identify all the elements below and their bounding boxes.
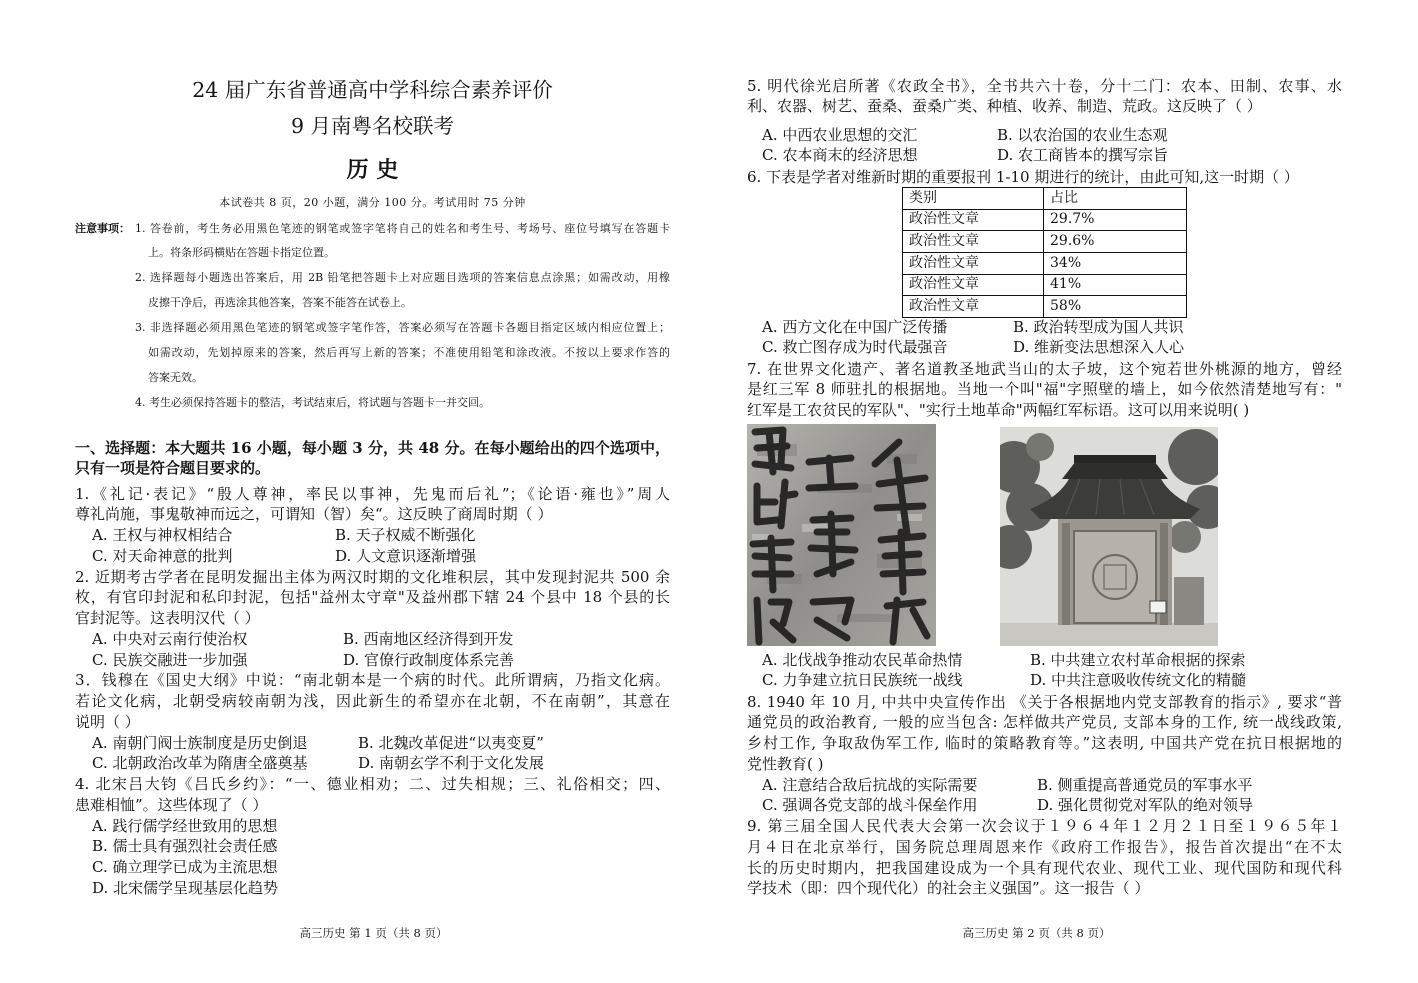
option-row: [747, 650, 1342, 671]
option-row: [747, 337, 1342, 358]
table-cell: 41%: [1044, 274, 1187, 296]
option-c: C. 民族交融进一步加强: [92, 650, 248, 669]
table-row: [903, 231, 1187, 253]
question-stem-line: 尊礼尚施，事鬼敬神而远之，可谓知（智）矣“。这反映了商周时期（ ）: [75, 505, 553, 524]
option-d: D. 人文意识逐渐增强: [335, 546, 477, 565]
option-b: B. 中共建立农村革命根据的探索: [1030, 650, 1246, 669]
question-stem-line: 3．钱穆在《国史大纲》中说：“南北朝本是一个病的时代。此所谓病，乃指文化病。: [75, 671, 670, 690]
option-b: B. 北魏改革促进“以夷变夏”: [358, 733, 544, 752]
table-cell: 政治性文章: [903, 209, 1044, 231]
question-stem-line: 1.《礼记·表记》“殷人尊神，率民以事神，先鬼而后礼”；《论语·雍也》”周人: [75, 484, 670, 503]
option-row: [75, 836, 670, 857]
question-6-options: [747, 317, 1342, 359]
question-stem-line: 利、农器、树艺、蚕桑、蚕桑广类、种植、收养、制造、荒政。这反映了（ ）: [747, 97, 1262, 116]
option-row: [75, 753, 670, 774]
question-stem-line: 月４日在北京举行，国务院总理周恩来作《政府工作报告》，报告首次提出“在不太: [747, 837, 1342, 856]
option-c: C. 对天命神意的批判: [92, 546, 233, 565]
option-row: [75, 857, 670, 878]
notes-line: 上。将条形码横贴在答题卡指定位置。: [148, 246, 335, 260]
section-heading-line: 只有一项是符合题目要求的。: [75, 459, 271, 478]
option-b: B. 以农治国的农业生态观: [997, 125, 1168, 144]
question-stem-line: 6. 下表是学者对维新时期的重要报刊 1-10 期进行的统计，由此可知,这一时期（ ）: [747, 167, 1299, 186]
question-stem-line: 9. 第三届全国人民代表大会第一次会议于１９６４年１２月２１日至１９６５年１: [747, 817, 1342, 836]
option-a: A. 践行儒学经世致用的思想: [92, 816, 278, 835]
notes-line: 皮擦干净后，再选涂其他答案，答案不能答在试卷上。: [148, 296, 412, 310]
option-d: D. 南朝玄学不利于文化发展: [358, 754, 545, 773]
question-3: [75, 670, 670, 774]
table-cell: 政治性文章: [903, 296, 1044, 318]
option-c: C. 力争建立抗日民族统一战线: [762, 671, 963, 690]
page-footer-left: 高三历史 第 1 页（共 8 页）: [299, 926, 448, 940]
question-4: [75, 774, 670, 899]
option-row: [747, 317, 1342, 338]
notes-line: 答案无效。: [148, 370, 203, 384]
option-row: [747, 145, 1342, 166]
table-cell: 29.6%: [1044, 231, 1187, 253]
option-d: D. 维新变法思想深入人心: [1013, 338, 1185, 357]
option-d: D. 中共注意吸收传统文化的精髓: [1030, 671, 1247, 690]
subject-title: 历 史: [346, 157, 399, 183]
option-b: B. 天子权威不断强化: [335, 526, 476, 545]
table-header-cell: 占比: [1044, 188, 1187, 210]
notes-label: 注意事项：: [75, 221, 130, 235]
question-stem-line: 说明（ ）: [75, 712, 140, 731]
exam-info: 本试卷共 8 页，20 小题，满分 100 分。考试用时 75 分钟: [219, 196, 526, 209]
question-5-options: [747, 125, 1342, 167]
option-row: [75, 816, 670, 837]
question-stem-line: 7. 在世界文化遗产、著名道教圣地武当山的太子坡，这个宛若世外桃源的地方，曾经: [747, 359, 1342, 378]
table-cell: 29.7%: [1044, 209, 1187, 231]
option-a: A. 中西农业思想的交汇: [762, 125, 918, 144]
table-cell: 34%: [1044, 252, 1187, 274]
statistics-table: [902, 187, 1187, 318]
option-row: [75, 546, 670, 567]
option-c: C. 强调各党支部的战斗保垒作用: [762, 796, 978, 815]
question-stem-line: 5. 明代徐光启所著《农政全书》，全书共六十卷，分十二门：农本、田制、农事、水: [747, 76, 1342, 95]
option-b: B. 西南地区经济得到开发: [343, 629, 514, 648]
exam-title-line1: 24 届广东省普通高中学科综合素养评价: [192, 78, 553, 102]
option-c: C. 确立理学已成为主流思想: [92, 858, 278, 877]
question-2: [75, 567, 670, 671]
option-row: [75, 629, 670, 650]
option-a: A. 北伐战争推动农民革命热情: [762, 650, 963, 669]
notes-line: 2. 选择题每小题选出答案后，用 2B 铅笔把答题卡上对应题目选项的答案信息点涂黑；如需改动，用橡: [135, 271, 670, 285]
option-a: A. 王权与神权相结合: [92, 526, 233, 545]
table-cell: 政治性文章: [903, 231, 1044, 253]
question-stem-line: 党性教育( ): [747, 754, 824, 773]
question-stem-line: 官封泥等。这表明汉代（ ）: [75, 609, 260, 628]
option-d: D. 官僚行政制度体系完善: [343, 650, 515, 669]
option-d: D. 北宋儒学呈现基层化趋势: [92, 878, 279, 897]
gate-building-photo: [1000, 427, 1218, 646]
question-stem-line: 若论文化病，北朝受病较南朝为浅，因此新生的希望亦在北朝，不在南朝”，其意在: [75, 692, 670, 711]
section-heading-line: 一、选择题：本大题共 16 小题，每小题 3 分，共 48 分。在每小题给出的四个选项中，: [75, 438, 670, 457]
option-a: A. 中央对云南行使治权: [92, 629, 248, 648]
option-row: [747, 670, 1342, 691]
option-b: B. 儒士具有强烈社会责任感: [92, 837, 278, 856]
question-5: [747, 76, 1342, 118]
notes-line: 3. 非选择题必须用黑色笔迹的钢笔或签字笔作答，答案必须写在答题卡各题目指定区域内相应位置上；: [135, 321, 670, 335]
question-6: [747, 167, 1342, 188]
option-d: D. 强化贯彻党对军队的绝对领导: [1037, 796, 1254, 815]
table-cell: 政治性文章: [903, 274, 1044, 296]
table-row: [903, 209, 1187, 231]
option-row: [75, 650, 670, 671]
option-d: D. 农工商皆本的撰写宗旨: [997, 146, 1169, 165]
table-header-row: [903, 188, 1187, 210]
question-stem-line: 患难相恤”。这些体现了（ ）: [75, 795, 268, 814]
option-b: B. 侧重提高普通党员的军事水平: [1037, 775, 1253, 794]
question-8: [747, 692, 1342, 817]
table-row: [903, 274, 1187, 296]
option-c: C. 救亡图存成为时代最强音: [762, 338, 948, 357]
question-stem-line: 2. 近期考古学者在昆明发掘出主体为两汉时期的文化堆积层，其中发现封泥共 500 余: [75, 567, 670, 586]
option-a: A. 注意结合敌后抗战的实际需要: [762, 775, 978, 794]
question-7-options: [747, 650, 1342, 692]
option-row: [75, 878, 670, 899]
table-cell: 政治性文章: [903, 252, 1044, 274]
table-cell: 58%: [1044, 296, 1187, 318]
option-a: A. 南朝门阀士族制度是历史倒退: [92, 733, 308, 752]
notes-line: 4. 考生必须保持答题卡的整洁，考试结束后，将试题与答题卡一并交回。: [135, 395, 490, 409]
question-stem-line: 乡村工作, 争取敌伪军工作, 临时的策略教育等。”这表明, 中国共产党在抗日根据地的: [747, 734, 1342, 753]
option-row: [747, 795, 1342, 816]
table-header-cell: 类别: [903, 188, 1044, 210]
question-stem-line: 学技术（即：四个现代化）的社会主义强国”。这一报告（ ）: [747, 879, 1150, 898]
questions-right-lower: [747, 692, 1342, 900]
option-row: [75, 525, 670, 546]
notes-line: 1. 答卷前，考生务必用黑色笔迹的钢笔或签字笔将自己的姓名和考生号、考场号、座位号填写在答题卡: [135, 221, 670, 235]
option-row: [747, 125, 1342, 146]
section-heading: [75, 438, 670, 480]
page-footer-right: 高三历史 第 2 页（共 8 页）: [962, 926, 1111, 940]
question-7: [747, 359, 1342, 421]
option-row: [75, 733, 670, 754]
notes-line: 如需改动，先划掉原来的答案，然后再写上新的答案；不准使用铅笔和涂改液。不按以上要求作答的: [148, 345, 670, 359]
option-c: C. 北朝政治改革为隋唐全盛奠基: [92, 754, 308, 773]
question-stem-line: 8. 1940 年 10 月, 中共中央宣传作出 《关于各根据地内党支部教育的指示》, 要求“普: [747, 692, 1342, 711]
option-row: [747, 775, 1342, 796]
question-stem-line: 枚，有官印封泥和私印封泥，包括"益州太守章"及益州郡下辖 24 个县中 18 个县的长: [75, 588, 670, 607]
table-row: [903, 252, 1187, 274]
option-b: B. 政治转型成为国人共识: [1013, 317, 1184, 336]
question-stem-line: 长的历史时期内，把我国建设成为一个具有现代农业、现代工业、现代国防和现代科: [747, 858, 1342, 877]
slogan-wall-photo: [747, 424, 936, 646]
question-9: [747, 816, 1342, 899]
option-a: A. 西方文化在中国广泛传播: [762, 317, 948, 336]
notes-list: [135, 217, 670, 416]
question-stem-line: 红军是工农贫民的军队"、"实行土地革命"两幅红军标语。这可以用来说明( ): [747, 401, 1250, 420]
question-stem-line: 是红三军 8 师驻扎的根据地。当地一个叫"福"字照壁的墙上，如今依然清楚地写有：": [747, 380, 1342, 399]
question-stem-line: 4. 北宋吕大钧《吕氏乡约》：“一、德业相劝；二、过失相规；三、礼俗相交；四、: [75, 775, 670, 794]
question-1: [75, 484, 670, 567]
question-stem-line: 通党员的政治教育, 一般的应当包含: 怎样做共产党员, 支部本身的工作, 统一战线政策,: [747, 713, 1342, 732]
questions-left-column: [75, 484, 670, 899]
table-row: [903, 296, 1187, 318]
exam-title-line2: 9 月南粤名校联考: [290, 114, 455, 138]
option-c: C. 农本商末的经济思想: [762, 146, 918, 165]
